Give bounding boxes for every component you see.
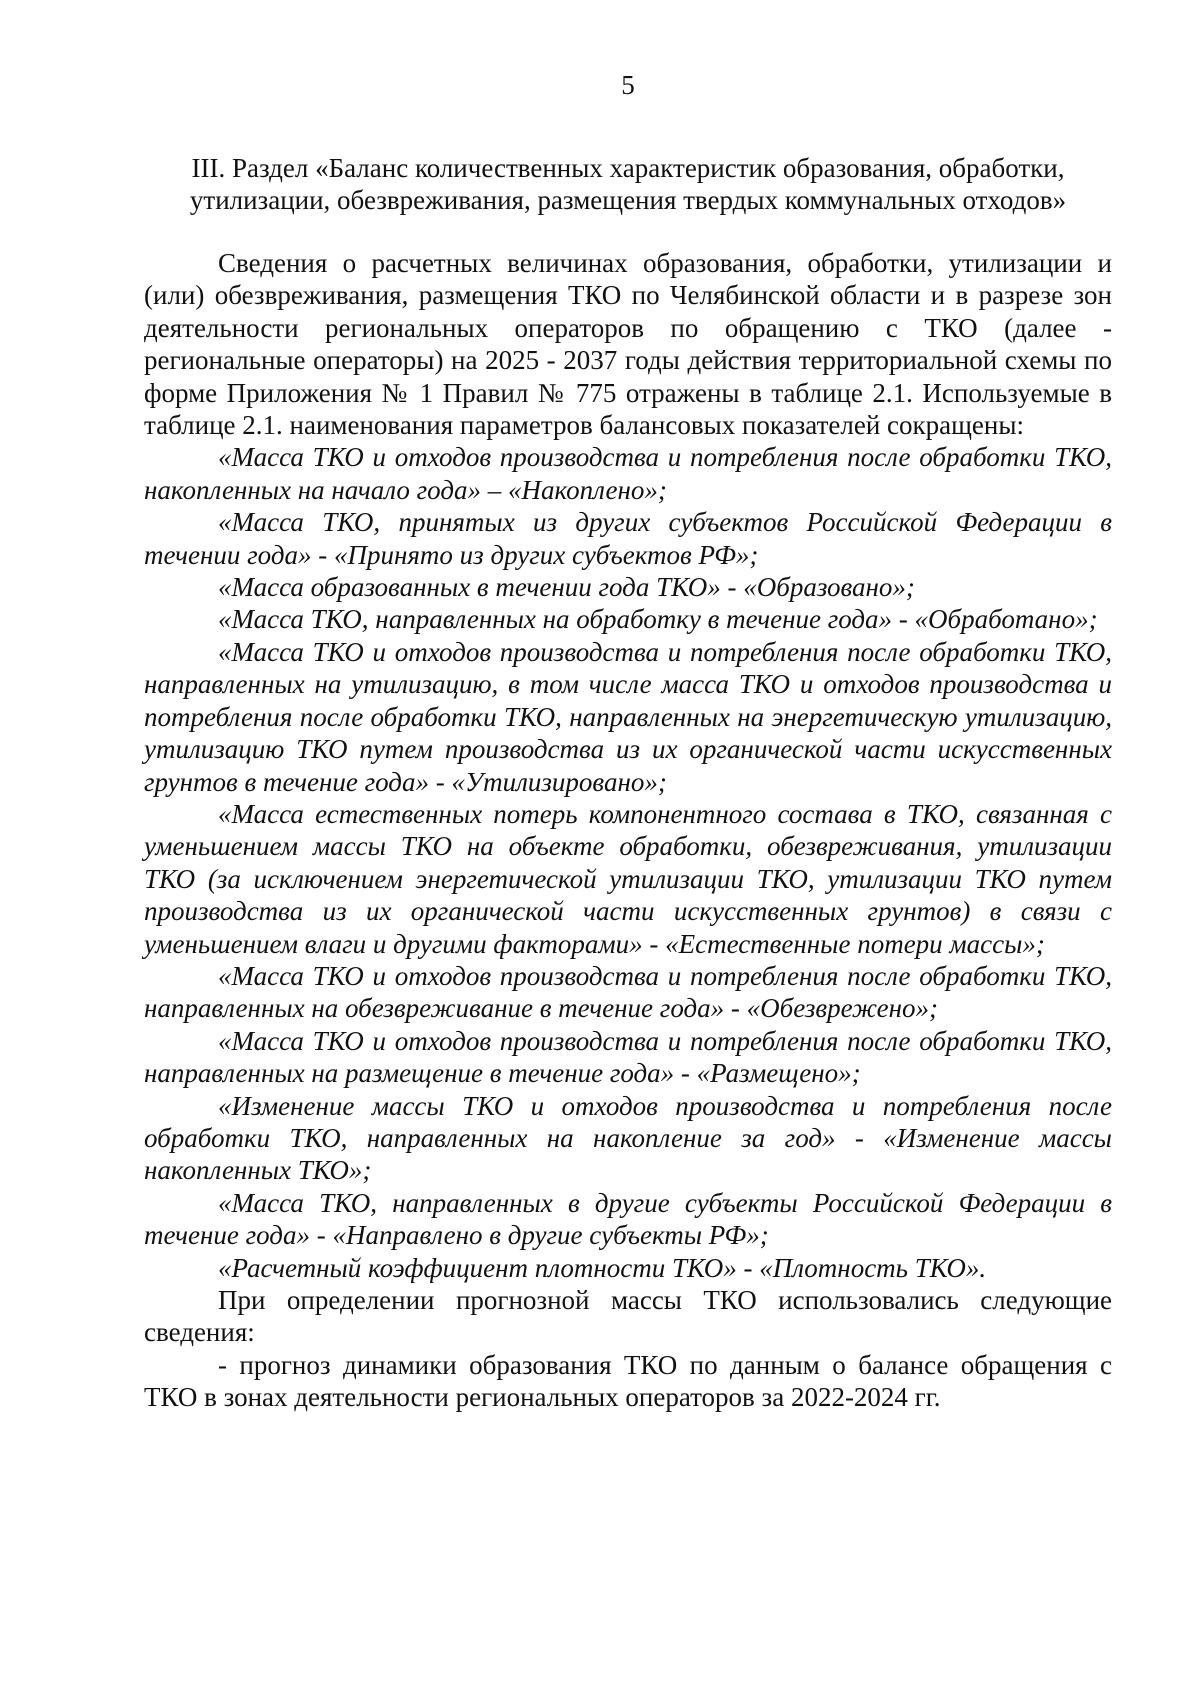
definition-short-name: «Утилизировано»; (451, 766, 667, 797)
definition-separator: - (674, 1058, 697, 1089)
definition-term: «Масса ТКО и отходов производства и потребления после обработки ТКО, направленных на обезвреживание в течение года» (144, 960, 1112, 1024)
definition-term: «Изменение массы ТКО и отходов производства и потребления после обработки ТКО, направленных на накопление за год» (144, 1090, 1112, 1153)
definition-item (144, 1025, 1112, 1090)
page-number: 5 (621, 70, 635, 100)
definition-item (144, 960, 1112, 1025)
definition-separator: - (428, 766, 452, 797)
definition-separator: - (724, 993, 747, 1024)
section-title (144, 152, 1112, 216)
definition-term: «Масса ТКО, направленных в другие субъекты Российской Федерации в течение года» (144, 1187, 1112, 1251)
definition-term: «Масса ТКО и отходов производства и потребления после обработки ТКО, накопленных на начало года» (144, 442, 1112, 505)
section-title-line-1: III. Раздел «Баланс количественных характеристик образования, обработки, (191, 153, 1065, 183)
definition-item (144, 1090, 1112, 1187)
section-title-line-2: утилизации, обезвреживания, размещения твердых коммунальных отходов» (189, 185, 1067, 215)
definition-item (144, 441, 1112, 506)
document-body (144, 247, 1112, 1414)
forecast-list-item: - прогноз динамики образования ТКО по данным о балансе обращения с ТКО в зонах деятельности региональных операторов за 2022-2024 гг. (144, 1349, 1112, 1413)
definition-term: «Масса ТКО и отходов производства и потребления после обработки ТКО, направленных на размещение в течение года» (144, 1025, 1112, 1089)
definition-short-name: «Направлено в другие субъекты РФ»; (332, 1220, 769, 1251)
definition-short-name: «Обезврежено»; (746, 993, 939, 1024)
definition-term: «Масса ТКО, принятых из других субъектов Российской Федерации в течении года» (144, 507, 1112, 570)
definition-item (144, 603, 1112, 635)
definition-term: «Масса образованных в течении года ТКО» (218, 572, 721, 603)
definition-term: «Масса естественных потерь компонентного состава в ТКО, связанная с уменьшением массы ТКО на объекте обработки, обезвреживания, утилизации ТКО (за исключением энергетической утилизации ТКО, утилизации ТКО путем производства из их органической части искусственных грунтов) в связи с уменьшением влаги и другими факторами» (144, 798, 1112, 959)
definition-item (144, 1187, 1112, 1252)
definition-short-name: «Образовано»; (743, 572, 915, 603)
definition-term: «Расчетный коэффициент плотности ТКО» (218, 1252, 737, 1283)
definition-item (144, 506, 1112, 571)
definition-separator: - (892, 604, 915, 635)
definition-item (144, 636, 1112, 798)
definition-separator: - (736, 1252, 760, 1283)
definition-separator: - (309, 1220, 333, 1251)
forecast-paragraph: При определении прогнозной массы ТКО использовались следующие сведения: (144, 1285, 1112, 1348)
definition-short-name: «Плотность ТКО». (759, 1252, 987, 1283)
definition-item (144, 1252, 1112, 1284)
definition-short-name: «Обработано»; (914, 604, 1098, 635)
definition-separator: – (481, 474, 508, 505)
definition-separator: - (835, 1122, 884, 1153)
intro-paragraph: Сведения о расчетных величинах образования, обработки, утилизации и (или) обезвреживания, размещения ТКО по Челябинской области и в разрезе зон деятельности региональных операторов по обращению с ТКО (далее - региональные операторы) на 2025 - 2037 годы действия территориальной схемы по форме Приложения № 1 Правил № 775 отражены в таблице 2.1. Используемые в таблице 2.1. наименования параметров балансовых показателей сокращены: (144, 248, 1112, 441)
definition-short-name: «Накоплено»; (508, 474, 667, 505)
definition-term: «Масса ТКО, направленных на обработку в течение года» (218, 604, 893, 635)
definition-short-name: «Естественные потери массы»; (665, 928, 1045, 959)
definition-term: «Масса ТКО и отходов производства и потребления после обработки ТКО, направленных на утилизацию, в том числе масса ТКО и отходов производства и потребления после обработки ТКО, направленных на энергетическую утилизацию, утилизацию ТКО путем производства из их органической части искусственных грунтов в течение года» (144, 636, 1112, 797)
definition-item (144, 798, 1112, 960)
definition-separator: - (720, 572, 744, 603)
definition-short-name: «Принято из других субъектов РФ»; (333, 539, 759, 570)
definition-short-name: «Изменение массы накопленных ТКО»; (144, 1122, 1112, 1186)
definition-separator: - (642, 928, 666, 959)
definition-separator: - (311, 539, 334, 570)
definition-short-name: «Размещено»; (696, 1058, 861, 1089)
definition-item (144, 571, 1112, 603)
